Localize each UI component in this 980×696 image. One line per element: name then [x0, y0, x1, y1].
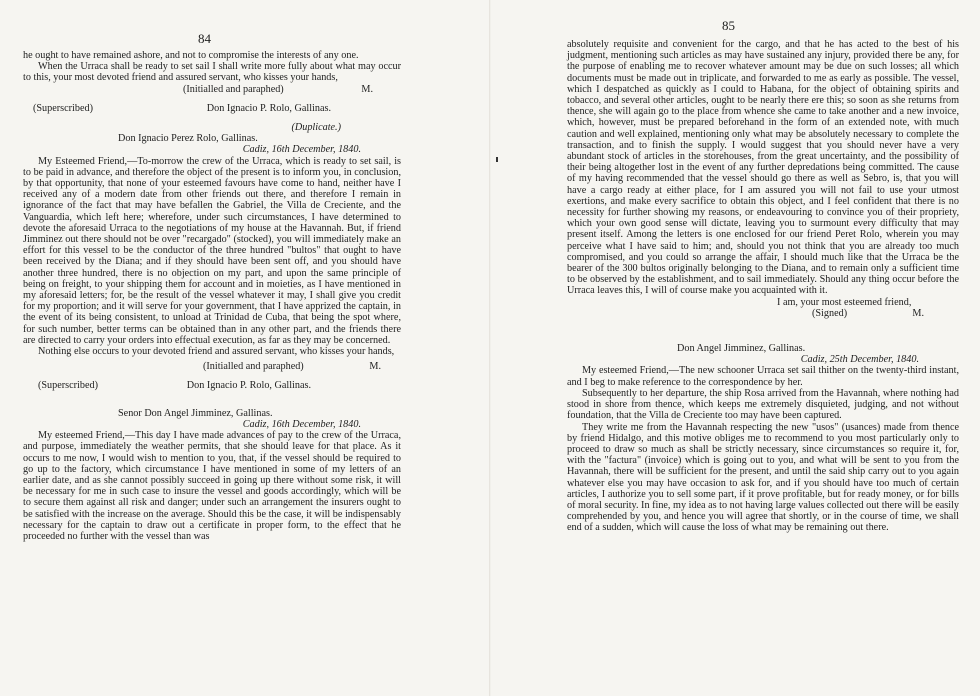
- paragraph: When the Urraca shall be ready to set sail I shall write more fully about what may occur to this, your most devoted friend and assured servant, who kisses your hands,: [23, 61, 401, 84]
- letter-body: My esteemed Friend,—This day I have made advances of pay to the crew of the Urraca, and purpose, immediately the weather permits, that she should leave for that place. As it occurs to me now, I would wish to mention to you, that, if the vessel should be required to go up to the factory, which circumstance I have mentioned in some of my letters of an earlier date, and as she cannot possibly succeed in going up there without some risk, it will be necessary for me in such case to insure the vessel and goods accordingly, which will be to secure them against all risk and danger; under such an arrangement the insurers ought to be satisfied with the increase on the average. Should this be the case, it will be indispensably necessary for the captain to draw out a certificate in proper form, to the effect that he proceeded no further with the vessel than was: [23, 430, 401, 542]
- superscribed-label: (Superscribed): [33, 102, 93, 114]
- superscription-line: [23, 103, 401, 114]
- letter-date: Cadiz, 25th December, 1840.: [800, 354, 919, 366]
- page-number-right: 85: [722, 18, 735, 33]
- signature-note: (Initialled and paraphed): [183, 83, 284, 95]
- right-page-text: [567, 39, 959, 534]
- signature-initial: M.: [369, 361, 381, 373]
- letter-address: Don Angel Jimminez, Gallinas.: [677, 343, 806, 355]
- letter-address: Senor Don Angel Jimminez, Gallinas.: [118, 407, 273, 419]
- paragraph: They write me from the Havannah respecting the new "usos" (usances) made from thence by friend Hidalgo, and this motive obliges me to recommend to you most particularly only to proceed to draw so much as shall be strictly necessary, since circumstances so require it, for, with the "factura" (invoice) which is going out to you, and what will be sent to you from the Havannah, there will be sufficient for the present, and until the said ship carry out to you again whatever else you may have occasion to ask for, and if you should have too much of certain articles, I authorize you to sell some part, if it prove profitable, but for ready money, or for bills of moral security. In fine, my idea as to not having large values collected out there will be easily comprehended by you, and hence you will agree that shortly, or in the course of time, we shall end of a sudden, which will cause the loss of what may be remaining out there.: [567, 421, 959, 534]
- page-number-left: 84: [198, 31, 211, 46]
- letter-address: Don Ignacio Perez Rolo, Gallinas.: [118, 133, 258, 145]
- superscribed-address: Don Ignacio P. Rolo, Gallinas.: [206, 102, 331, 114]
- closing-line: I am, your most esteemed friend,: [777, 296, 912, 308]
- paragraph: he ought to have remained ashore, and not to compromise the interests of any one.: [23, 50, 359, 61]
- letter-date: Cadiz, 16th December, 1840.: [242, 418, 361, 430]
- letter-date: Cadiz, 16th December, 1840.: [242, 144, 361, 156]
- superscribed-address: Don Ignacio P. Rolo, Gallinas.: [186, 380, 311, 392]
- signature-note: (Signed): [812, 307, 848, 319]
- paragraph: Subsequently to her departure, the ship Rosa arrived from the Havannah, where nothing had stood in shore from thence, which keeps me extremely disquieted, judging, and not without foundation, that the Villa de Creciente too may have been captured.: [567, 387, 959, 422]
- superscribed-label: (Superscribed): [38, 380, 98, 392]
- signature-initial: M.: [912, 307, 924, 319]
- paragraph: Nothing else occurs to your devoted friend and assured servant, who kisses your hands,: [38, 346, 395, 358]
- right-page: [490, 0, 980, 696]
- letter-body: My esteemed Friend,—The new schooner Urraca set sail thither on the twenty-third instant, and I beg to make reference to the correspondence by her.: [567, 365, 959, 388]
- signature-line: [567, 308, 959, 319]
- signature-line: [23, 361, 401, 372]
- letter-body: absolutely requisite and convenient for the cargo, and that he has acted to the best of his judgment, mentioning such articles as may have sustained any injury, provided there be any, for the purpose of enabling me to recover whatever amount may be due on such losses; all which documents must be made out in triplicate, and forwarded to me as early as possible. The vessel, which I despatched as quickly as I could to Habana, for the object of obtaining spirits and tobacco, and several other articles, ought to be nearly there ere this; so soon as she returns from thence, she will again go to the place from whence she came to take another and a new invoice, which, however, must be prepared beforehand in the form of an extended note, with much caution and well explained, mentioning only what may be absolutely necessary to complete the transaction, and to finish the supply. I would suggest that you should never have a very abundant stock of articles in the storehouses, from the great uncertainty, and the possibility of their being altogether lost in the event of any further depredations being committed. The cause of my having recommended that the vessel should go there as well as Sebro, is, that you will have a cargo ready at either place, for I am assured you will not fail to use your utmost exertions, and make every sacrifice to obtain this object, and I feel confident that there is no necessity for further showing my reasons, or endeavouring to convince you of their propriety, which your own good sense will dictate, leaving you to surmount every difficulty that may present itself. Among the letters is one enclosed for our friend Peret Rolo, wherein you may perceive what I have said to him; and, should you not think that you are already too much compromised, and you could so arrange the affair, I should much like that the Urraca be the bearer of the 300 bultos originally belonging to the Diana, and to remain only a sufficient time to be observed by the establishment, and to sail immediately. Should any thing occur before the Urraca leaves this, I will of course make you acquainted with it.: [567, 39, 959, 297]
- signature-note: (Initialled and paraphed): [203, 361, 304, 373]
- letter-body: My Esteemed Friend,—To-morrow the crew of the Urraca, which is ready to set sail, is to be paid in advance, and therefore the object of the present is to inform you, in conclusion, by that opportunity, that none of your esteemed favours have come to hand, neither have I received any of a modern date from other friends out there, and therefore I remain in ignorance of the fact that may have befallen the Gabriel, the Villa de Creciente, and the Vanguardia, which left here; wherefore, under such circumstances, I have determined to devote the aforesaid Urraca to the negotiations of my house at the Havannah. But, if friend Jimminez out there should not be over "recargado" (stocked), you will immediately make an effort for this vessel to be the conductor of the three hundred "bultos" that ought to have been received by the Diana; and if they should have been sent off, and you should have another three hundred, there is no objection on my part, and upon the same principle of being on freight, to your shipping them for account and in moieties, as I have mentioned in my aforesaid letters; for, be the result of the vessel whatever it may, I shall give you credit for my proportion; and it will serve for your government, that I have apprized the captain, in the event of its being consistent, to unload at Trinidad de Cuba, that being the spot where, for such number, better terms can be obtained than in any other part, and the friends there are directed to carry your orders into effectual execution, as far as they may be concerned.: [23, 155, 401, 346]
- superscription-line: [23, 380, 401, 391]
- left-page-text: [23, 50, 401, 542]
- duplicate-note: (Duplicate.): [291, 122, 341, 134]
- signature-line: [23, 84, 401, 95]
- signature-initial: M.: [361, 83, 373, 95]
